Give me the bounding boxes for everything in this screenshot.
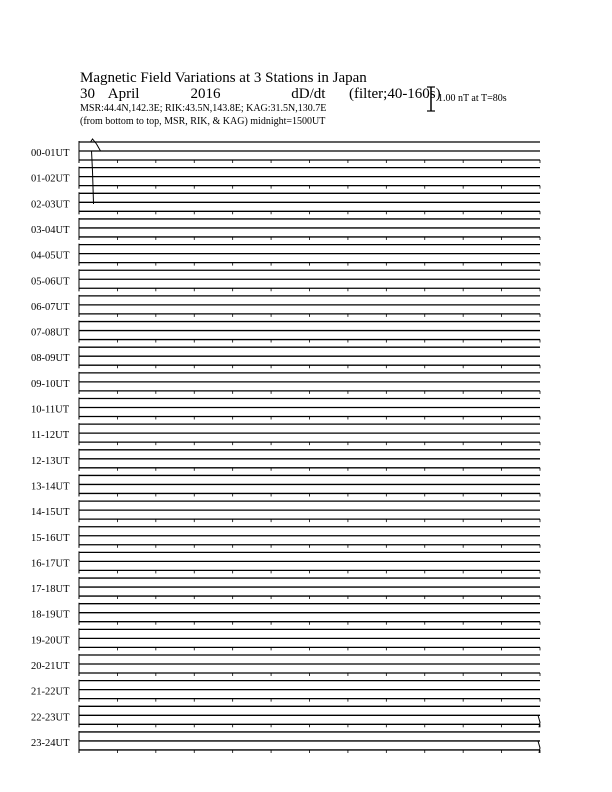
hour-row	[31, 705, 540, 727]
hour-row	[31, 423, 540, 445]
hour-label: 08-09UT	[31, 353, 70, 365]
hour-row	[31, 551, 540, 573]
hour-row	[31, 603, 540, 625]
hour-row	[31, 398, 540, 420]
hour-row	[31, 167, 540, 189]
hour-row	[31, 680, 540, 702]
hour-label: 17-18UT	[31, 584, 70, 596]
hour-row	[31, 654, 540, 676]
hour-row	[31, 449, 540, 471]
hour-label: 03-04UT	[31, 224, 70, 236]
hour-row	[31, 295, 540, 317]
hour-label: 11-12UT	[31, 430, 70, 442]
hour-label: 19-20UT	[31, 635, 70, 647]
hour-label: 20-21UT	[31, 661, 70, 672]
hour-label: 12-13UT	[31, 455, 70, 467]
hour-label: 10-11UT	[31, 404, 70, 416]
hour-label: 16-17UT	[31, 558, 70, 570]
hour-row	[31, 577, 540, 599]
hour-row	[31, 500, 540, 522]
hour-label: 14-15UT	[31, 507, 70, 519]
event-deflection	[538, 715, 540, 727]
quantity-label: dD/dt	[291, 86, 326, 102]
hour-label: 18-19UT	[31, 609, 70, 621]
hour-row	[31, 526, 540, 548]
hour-label: 00-01UT	[31, 148, 70, 159]
hour-row	[31, 346, 540, 368]
scale-label: 1.00 nT at T=80s	[438, 93, 507, 104]
date-day: 30	[80, 86, 95, 102]
hour-row	[31, 628, 540, 650]
hour-label: 15-16UT	[31, 532, 70, 544]
event-spike-tail	[92, 151, 94, 204]
date-year: 2016	[190, 86, 221, 102]
order-line: (from bottom to top, MSR, RIK, & KAG) midnight=1500UT	[80, 116, 326, 127]
filter-label: (filter;40-160s)	[349, 86, 441, 102]
hour-label: 09-10UT	[31, 378, 70, 390]
stations-line: MSR:44.4N,142.3E; RIK:43.5N,143.8E; KAG:31.5N,130.7E	[80, 103, 327, 114]
hour-label: 23-24UT	[31, 737, 70, 749]
hour-row	[31, 372, 540, 394]
hour-row	[31, 731, 540, 753]
event-deflection	[538, 741, 540, 753]
hour-label: 21-22UT	[31, 686, 70, 698]
date-month: April	[107, 86, 140, 102]
hour-row	[31, 192, 540, 214]
hour-label: 22-23UT	[31, 712, 70, 724]
hour-label: 13-14UT	[31, 481, 70, 493]
hour-label: 04-05UT	[31, 250, 70, 262]
hour-row	[31, 269, 540, 291]
hour-label: 05-06UT	[31, 276, 70, 288]
hour-row	[31, 474, 540, 496]
event-spike	[91, 139, 101, 151]
hour-label: 01-02UT	[31, 173, 70, 185]
hour-label: 06-07UT	[31, 301, 70, 313]
hour-label: 07-08UT	[31, 327, 70, 339]
hour-row	[31, 141, 540, 163]
hour-row	[31, 321, 540, 343]
hour-row	[31, 244, 540, 266]
hour-row	[31, 218, 540, 240]
chart-title: Magnetic Field Variations at 3 Stations in Japan	[80, 70, 367, 86]
hour-label: 02-03UT	[31, 199, 70, 211]
